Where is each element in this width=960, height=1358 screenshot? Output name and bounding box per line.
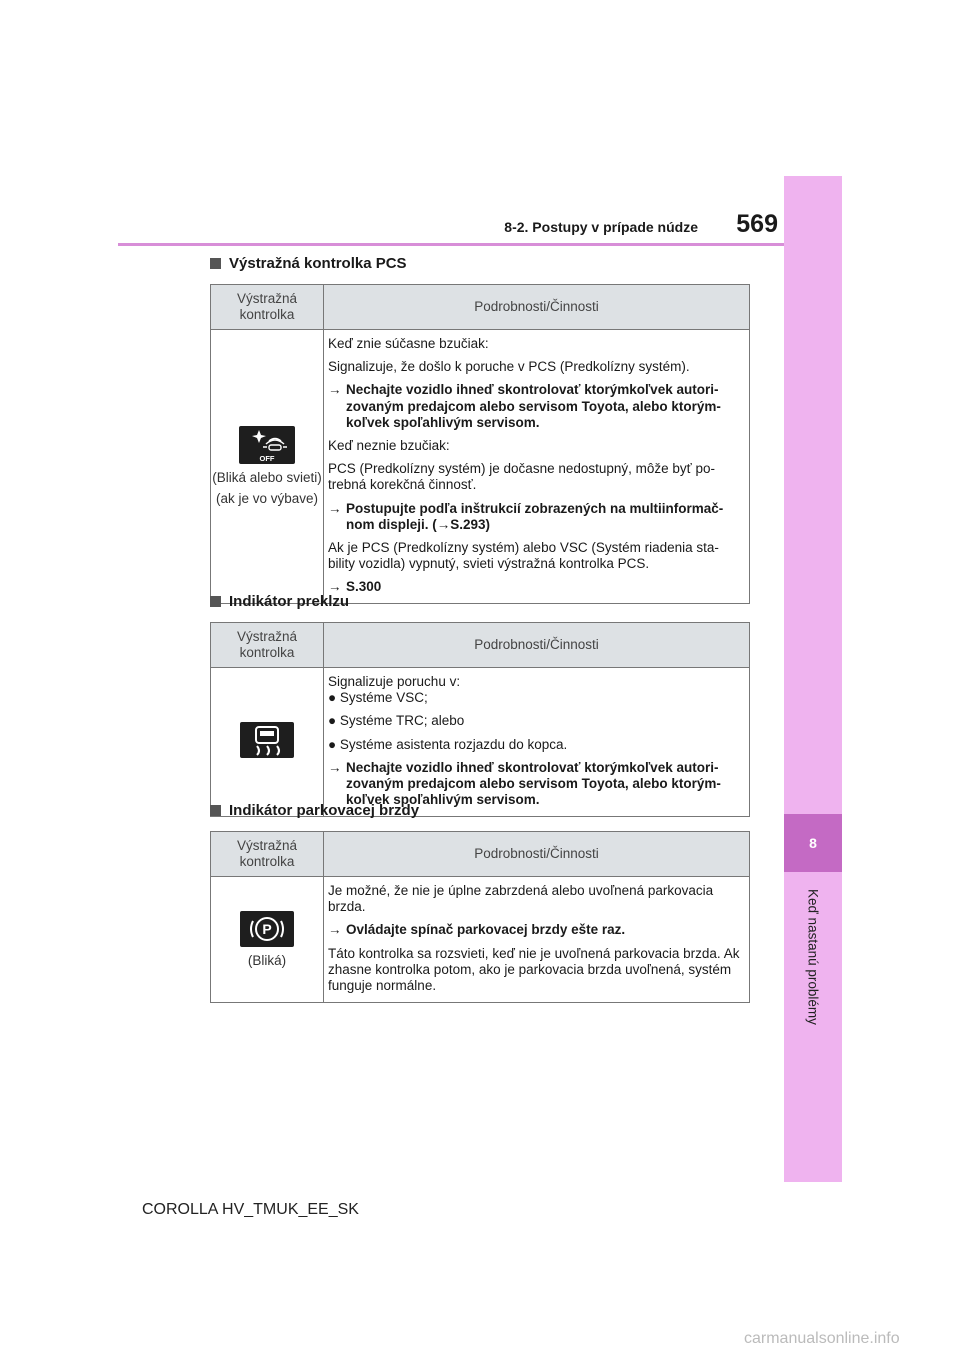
arrow-icon: →	[328, 579, 342, 595]
slip-table	[210, 622, 750, 817]
bullet-icon: ●	[328, 736, 337, 752]
parking-brake-table	[210, 831, 750, 1003]
text-line: Signalizuje poruchu v:	[328, 674, 461, 689]
arrow-icon: →	[328, 922, 342, 938]
table-header-row	[211, 623, 750, 668]
col-header-indicator: Výstražná kontrolka	[211, 285, 324, 330]
col-header-details: Podrobnosti/Činnosti	[324, 285, 750, 330]
table-header-row	[211, 832, 750, 877]
table-row	[211, 877, 750, 1003]
text-line: Signalizuje, že došlo k poruche v PCS (Predkolízny systém).	[328, 359, 690, 375]
slip-indicator-icon	[240, 722, 294, 758]
table-row	[211, 668, 750, 817]
bullet-icon: ●	[328, 690, 337, 706]
details-cell	[324, 877, 750, 1003]
running-header-section: 8-2. Postupy v prípade núdze	[504, 219, 698, 235]
parking-brake-icon	[240, 911, 294, 947]
square-bullet-icon	[210, 258, 221, 269]
col-header-indicator: Výstražná kontrolka	[211, 832, 324, 877]
bullet-icon: ●	[328, 713, 337, 729]
indicator-cell	[211, 877, 324, 1003]
details-cell	[324, 330, 750, 604]
col-header-details: Podrobnosti/Činnosti	[324, 832, 750, 877]
table-header-row	[211, 285, 750, 330]
pcs-table	[210, 284, 750, 604]
section-title-pcs: Výstražná kontrolka PCS	[210, 255, 407, 272]
indicator-cell	[211, 668, 324, 817]
svg-text:OFF: OFF	[259, 454, 275, 464]
list-item: ● Systéme TRC; alebo	[328, 713, 465, 729]
footer-model-code: COROLLA HV_TMUK_EE_SK	[142, 1201, 359, 1218]
action-line: → Ovládajte spínač parkovacej brzdy ešte raz.	[328, 922, 626, 938]
section-title-parking-brake: Indikátor parkovacej brzdy	[210, 802, 419, 819]
action-line: → Nechajte vozidlo ihneď skontrolovať ktorýmkoľvek autori-zovaným predajcom alebo servisom Toyota, alebo ktorým-koľvek spoľahlivým servisom.	[328, 759, 721, 808]
icon-caption: (ak je vo výbave)	[215, 491, 319, 507]
text-line: PCS (Predkolízny systém) je dočasne nedostupný, môže byť po-trebná korekčná činnosť.	[328, 461, 715, 493]
action-line: → Nechajte vozidlo ihneď skontrolovať ktorýmkoľvek autori-zovaným predajcom alebo servisom Toyota, alebo ktorým-koľvek spoľahlivým servisom.	[328, 382, 721, 430]
text-line: Je možné, že nie je úplne zabrzdená alebo uvoľnená parkovacia brzda.	[328, 883, 714, 915]
svg-text:P: P	[262, 921, 272, 938]
watermark: carmanualsonline.info	[744, 1330, 900, 1347]
square-bullet-icon	[210, 596, 221, 607]
list-item: ● Systéme VSC;	[328, 690, 428, 706]
arrow-icon: →	[328, 759, 342, 775]
list-item: ● Systéme asistenta rozjazdu do kopca.	[328, 736, 568, 752]
square-bullet-icon	[210, 805, 221, 816]
col-header-details: Podrobnosti/Činnosti	[324, 623, 750, 668]
table-row	[211, 330, 750, 604]
text-line: Keď znie súčasne bzučiak:	[328, 336, 489, 351]
col-header-indicator: Výstražná kontrolka	[211, 623, 324, 668]
text-line: Táto kontrolka sa rozsvieti, keď nie je uvoľnená parkovacia brzda. Ak zhasne kontrolka potom, ako je parkovacia brzda uvoľnená, systém funguje normálne.	[328, 945, 740, 993]
action-line: → S.300	[328, 579, 382, 595]
chapter-label: Keď nastanú problémy	[805, 889, 821, 1025]
details-cell	[324, 668, 750, 817]
pcs-off-icon	[239, 426, 295, 464]
indicator-cell	[211, 330, 324, 604]
arrow-icon: →	[328, 382, 342, 398]
header-rule	[118, 243, 784, 246]
section-title-slip: Indikátor preklzu	[210, 593, 349, 610]
icon-caption: (Bliká)	[247, 952, 287, 968]
text-line: Ak je PCS (Predkolízny systém) alebo VSC (Systém riadenia sta-bility vozidla) vypnutý, svieti výstražná kontrolka PCS.	[328, 539, 719, 572]
arrow-icon: →	[328, 500, 342, 516]
page-number: 569	[736, 210, 778, 238]
chapter-number-tab: 8	[784, 814, 842, 872]
text-line: Keď neznie bzučiak:	[328, 437, 450, 453]
action-line: → Postupujte podľa inštrukcií zobrazených na multiinformač-nom displeji. (→S.293)	[328, 500, 724, 532]
icon-caption: (Bliká alebo svieti)	[212, 469, 322, 485]
